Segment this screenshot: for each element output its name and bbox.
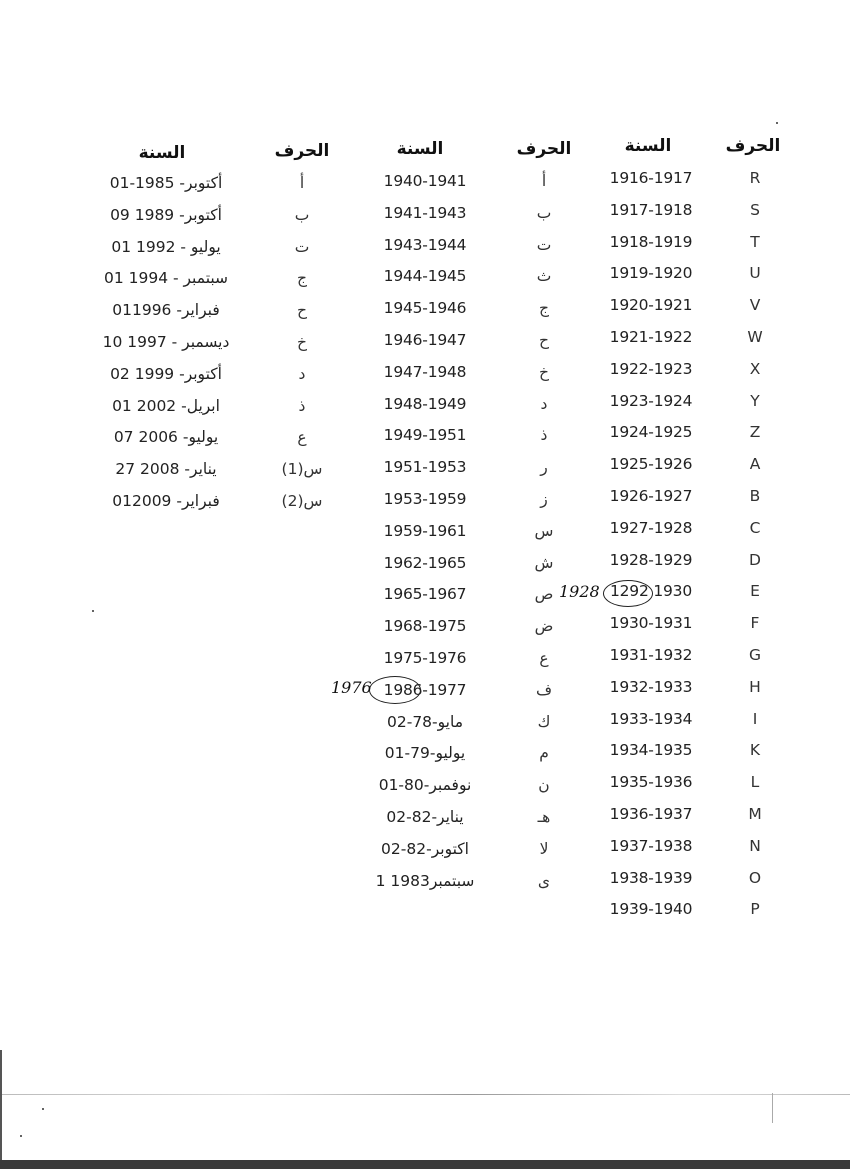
speck [92,610,94,612]
letter-cell: أ [299,174,305,192]
year-cell: 02-مايو-78 [386,712,464,731]
year-cell: 1947-1948 [383,362,467,381]
letter-cell: L [750,773,760,792]
year-cell: 01 ابريل- 2002 [112,396,220,415]
letter-cell: V [749,296,761,315]
letter-cell: ر [540,458,548,477]
scan-left-edge [0,1050,2,1160]
year-cell: 01-نوفمبر-80 [378,776,472,795]
letter-cell: S [750,200,760,219]
letter-cell: د [540,394,548,413]
header-year-left: السنة [138,143,186,163]
letter-cell: ى [537,871,551,890]
year-cell: 1946-1947 [383,331,467,349]
year-cell: 07 يوليو- 2006 [113,428,219,447]
letter-cell: خ [538,362,550,381]
letter-cell: م [539,744,549,763]
year-cell: 1941-1943 [383,203,467,222]
year-cell: 1916-1917 [609,169,693,187]
year-cell: 1918-1919 [609,232,693,251]
year-cell: 1937-1938 [609,836,693,855]
letter-cell: T [750,232,760,251]
year-cell: 01فبراير- 1996 [112,301,220,320]
scan-bottom-edge [0,1160,850,1169]
letter-cell: ك [537,712,551,731]
year-cell: 1 سبتمبر1983 [375,871,475,890]
year-cell: 1921-1922 [609,328,693,346]
letter-cell: ذ [540,426,548,445]
year-cell: 01 يوليو - 1992 [111,237,221,256]
year-cell: 1934-1935 [609,741,693,760]
letter-cell: ع [539,649,549,667]
letter-cell: C [749,518,761,537]
year-cell: 1917-1918 [609,200,693,219]
year-cell: 1986-1977 [383,680,467,699]
year-cell: 1931-1932 [609,646,693,664]
header-letter-middle: الحرف [516,139,572,159]
letter-cell: G [748,646,762,664]
letter-cell: س [534,521,554,540]
header-year-middle: السنة [396,139,444,159]
year-cell: 1939-1940 [609,900,693,919]
letter-cell: ج [538,299,550,318]
letter-cell: P [750,900,760,919]
speck [42,1108,44,1110]
letter-cell: K [749,741,761,760]
year-cell: 1949-1951 [383,426,467,445]
letter-cell: ب [536,203,552,222]
year-cell: 1965-1967 [383,585,467,604]
year-cell: 1928-1929 [609,550,693,569]
letter-cell: A [749,455,761,474]
letter-cell: ض [534,617,554,636]
year-cell: 1926-1927 [609,487,693,505]
ink-circle-1292 [603,580,653,607]
year-cell: 01فبراير- 2009 [112,492,220,510]
header-year-right: السنة [624,136,672,156]
letter-cell: E [750,582,760,601]
year-cell: 1930-1931 [609,614,693,633]
letter-cell: ث [536,267,552,286]
year-cell: 1975-1976 [383,649,467,667]
letter-cell: ذ [298,396,306,415]
letter-cell: ن [538,776,550,795]
letter-cell: I [752,709,758,728]
year-cell: 1924-1925 [609,423,693,442]
scan-fold-line [0,1094,850,1095]
letter-cell: خ [296,333,308,351]
year-cell: 02 أكتوبر- 1999 [110,364,222,383]
letter-cell: U [749,264,761,283]
letter-cell: ب [294,205,310,224]
letter-cell: W [747,328,763,346]
header-letter-left: الحرف [274,141,330,161]
letter-cell: ت [536,235,552,254]
year-cell: 1940-1941 [383,172,467,190]
handwritten-note-1928: 1928 [559,582,600,601]
letter-cell: لا [539,839,549,858]
letter-cell: ش [534,553,554,572]
year-cell: 01-أكتوبر- 1985 [109,174,223,192]
year-cell: 1933-1934 [609,709,693,728]
year-cell: 27 يناير- 2008 [115,460,217,479]
year-cell: 1951-1953 [383,458,467,477]
handwritten-note-1976: 1976 [331,678,372,697]
year-cell: 1292 1930 [609,582,693,601]
letter-cell: د [298,364,306,383]
letter-cell: ح [538,331,550,349]
letter-cell: ج [296,269,308,288]
year-cell: 1920-1921 [609,296,693,315]
letter-cell: X [749,359,761,378]
year-cell: 01 سبتمبر - 1994 [103,269,229,288]
letter-cell: N [749,836,761,855]
year-cell: 1932-1933 [609,677,693,696]
letter-cell: س(2) [281,492,323,510]
letter-cell: F [750,614,760,633]
letter-cell: H [749,677,761,696]
letter-cell: ز [540,490,548,508]
speck [20,1135,22,1137]
year-cell: 1938-1939 [609,868,693,887]
ink-circle-1986 [369,676,421,704]
letter-cell: D [749,550,761,569]
year-cell: 1925-1926 [609,455,693,474]
letter-cell: O [748,868,762,887]
letter-cell: ع [297,428,307,447]
year-cell: 1945-1946 [383,299,467,318]
letter-cell: ح [296,301,308,320]
letter-cell: س(1) [281,460,323,479]
year-cell: 1968-1975 [383,617,467,636]
letter-cell: Z [749,423,761,442]
year-cell: 1923-1924 [609,391,693,410]
year-cell: 1919-1920 [609,264,693,283]
letter-cell: R [749,169,761,187]
scan-mark [772,1093,773,1123]
letter-cell: ص [534,585,554,604]
year-cell: 1944-1945 [383,267,467,286]
year-cell: 1922-1923 [609,359,693,378]
year-cell: 1936-1937 [609,805,693,823]
year-cell: 1953-1959 [383,490,467,508]
letter-cell: B [749,487,761,505]
year-cell: 1935-1936 [609,773,693,792]
letter-cell: M [748,805,762,823]
letter-cell: أ [541,172,547,190]
year-cell: 01-يوليو-79 [384,744,466,763]
header-letter-right: الحرف [725,136,781,156]
year-cell: 1959-1961 [383,521,467,540]
year-cell: 02-يناير-82 [386,808,464,826]
letter-cell: ف [535,680,553,699]
speck [776,122,778,124]
letter-cell: هـ [537,808,551,826]
year-cell: 1927-1928 [609,518,693,537]
year-cell: 09 أكتوبر- 1989 [110,205,222,224]
letter-cell: Y [750,391,760,410]
year-cell: 1962-1965 [383,553,467,572]
letter-cell: ت [294,237,310,256]
year-cell: 1943-1944 [383,235,467,254]
year-cell: 1948-1949 [383,394,467,413]
year-cell: 10 ديسمبر - 1997 [102,333,230,351]
year-cell: 02-اكتوبر-82 [381,839,469,858]
